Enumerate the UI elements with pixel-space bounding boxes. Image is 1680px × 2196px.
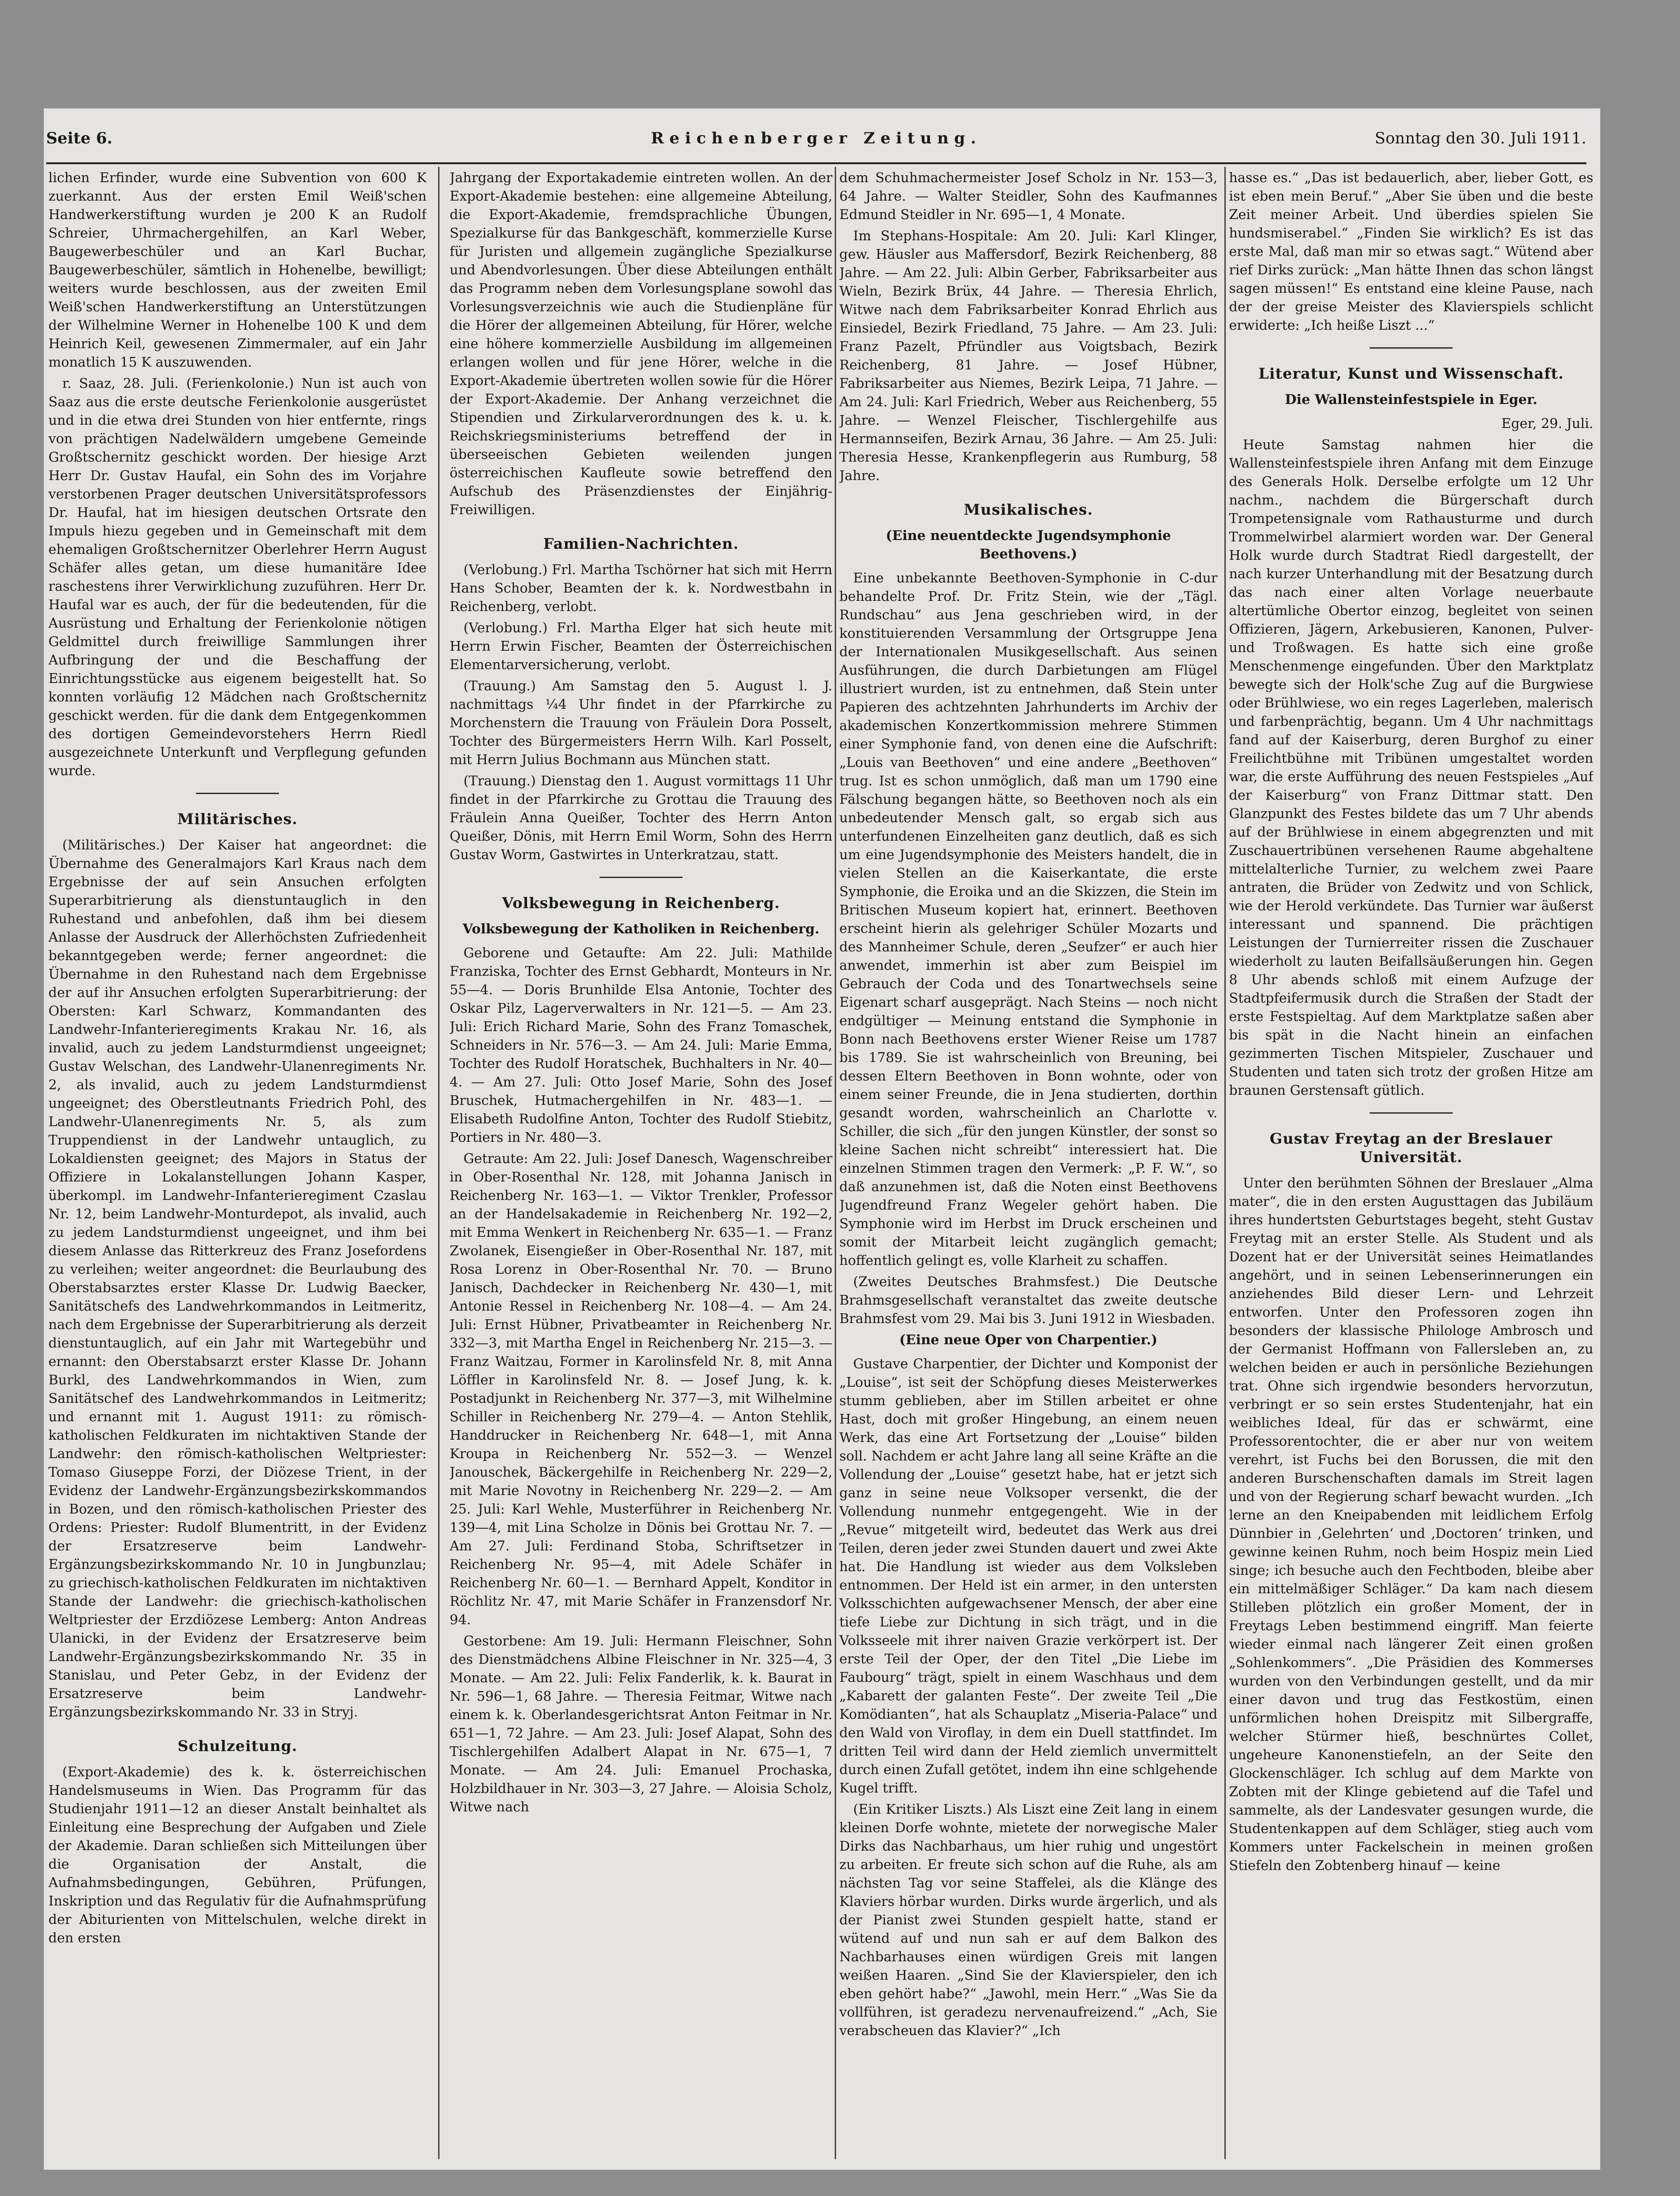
registry-paragraph: dem Schuhmachermeister Josef Scholz in Nr. 153—3, 64 Jahre. — Walter Steidler, Sohn des Kaufmannes Edmund Steidler in Nr. 695—1, 4 Monate. bbox=[839, 170, 1217, 222]
registry-paragraph: Getraute: Am 22. Juli: Josef Danesch, Wagenschreiber in Ober-Rosenthal Nr. 128, mit Johanna Janisch in Reichenberg Nr. 163—1. — Viktor Trenkler, Professor an der Handelsakademie in Reichenberg Nr. 192—2, mit Emma Wenkert in Reichenberg Nr. 635—1. — Franz Zwolanek, Eisengießer in Ober-Rosenthal Nr. 187, mit Rosa Lorenz in Ober-Rosenthal Nr. 70. — Bruno Janisch, Dachdecker in Reichenberg Nr. 430—1, mit Antonie Ressel in Reichenberg Nr. 108—4. — Am 24. Juli: Ernst Hübner, Privatbeamter in Reichenberg Nr. 332—3, mit Martha Engel in Reichenberg Nr. 215—3. — Franz Waitzau, Former in Karolinsfeld Nr. 8, mit Anna Löffler in Karolinsfeld Nr. 8. — Josef Jung, k. k. Postadjunkt in Reichenberg Nr. 377—3, mit Wilhelmine Schiller in Reichenberg Nr. 279—4. — Anton Stehlik, Handdrucker in Reichenberg Nr. 648—1, mit Anna Kroupa in Reichenberg Nr. 552—3. — Wenzel Janouschek, Bäckergehilfe in Reichenberg Nr. 229—2, mit Marie Novotny in Reichenberg Nr. 229—2. — Am 25. Juli: Karl Wehle, Musterführer in Reichenberg Nr. 139—4, mit Lina Scholze in Dönis bei Grottau Nr. 7. — Am 27. Juli: Ferdinand Stoba, Schriftsetzer in Reichenberg Nr. 95—4, mit Adele Schäfer in Reichenberg Nr. 60—1. — Bernhard Appelt, Konditor in Röchlitz Nr. 47, mit Marie Schäfer in Franzensdorf Nr. 94. bbox=[450, 1151, 832, 1627]
section-heading: Schulzeitung. bbox=[178, 1737, 297, 1755]
dateline: Eger, 29. Juli. bbox=[1501, 415, 1593, 431]
article-paragraph: (Ein Kritiker Liszts.) Als Liszt eine Zeit lang in einem kleinen Dorfe wohnte, mietete der norwegische Maler Dirks das Nachbarhaus, um hier ruhig und ungestört zu arbeiten. Er freute sich schon auf die Ruhe, als am nächsten Tag vor seine Staffelei, als die Klänge des Klaviers hörbar wurden. Dirks wurde ärgerlich, und als der Pianist zwei Stunden gespielt hatte, stand er wütend auf und nun sah er auf dem Balkon des Nachbarhauses einen würdigen Greis mit langen weißen Haaren. „Sind Sie der Klavierspieler, den ich eben gehört habe?“ „Jawohl, mein Herr.“ „Was Sie da vollführen, ist geradezu nervenaufreizend.“ „Ach, Sie verabscheuen das Klavier?“ „Ich bbox=[839, 1801, 1217, 2038]
page-header bbox=[46, 129, 1586, 157]
newspaper-title: Reichenberger Zeitung. bbox=[651, 129, 982, 148]
article-paragraph: Heute Samstag nahmen hier die Wallensteinfestspiele ihren Anfang mit dem Einzuge des Generals Holk. Derselbe erfolgte um 12 Uhr nachm., nachdem die Bürgerschaft durch Trompetensignale vom Rathausturme und durch Trommelwirbel alarmiert worden war. Der General Holk wurde durch Stadtrat Riedl dargestellt, der nach kurzer Unterhandlung mit der Besatzung durch das nach einer alten Vorlage neuerbaute altertümliche Obertor einzog, begleitet von seinen Offizieren, Jägern, Arkebusieren, Kanonen, Pulver- und Troßwagen. Es hatte sich eine große Menschenmenge eingefunden. Über den Marktplatz bewegte sich der Holk'sche Zug auf die Burgwiese oder Brühlwiese, wo ein reges Lagerleben, malerisch und farbenprächtig, begann. Um 4 Uhr nachmittags fand auf der Kaiserburg, deren Burghof zu einer Freilichtbühne mit Tribünen umgestaltet worden war, die erste Aufführung des neuen Festspieles „Auf der Kaiserburg“ von Franz Dittmar statt. Den Glanzpunkt des Festes bildete das um 7 Uhr abends auf der Brühlwiese in einem abgegrenzten und mit Zuschauertribünen versehenen Raume abgehaltene mittelalterliche Turnier, zu welchem zwei Paare antraten, die Brüder von Zedwitz und von Schlick, wie der Herold verkündete. Das Turnier war äußerst interessant und spannend. Die prächtigen Leistungen der Turnierreiter rissen die Zuschauer wiederholt zu lauten Beifallsäußerungen hin. Gegen 8 Uhr abends schloß mit einem Aufzuge der Stadtpfeifermusik durch die Straßen der Stadt der erste Festspieltag. Auf dem Marktplatze saßen aber bis spät in die Nacht hinein an einfachen gezimmerten Tischen Mitspieler, Zuschauer und Studenten und taten sich trotz der großen Hitze am braunen Gerstensaft gütlich. bbox=[1229, 437, 1593, 1098]
section-subheading: Volksbewegung der Katholiken in Reichenberg. bbox=[463, 921, 819, 937]
registry-paragraph: Im Stephans-Hospitale: Am 20. Juli: Karl Klinger, gew. Häusler aus Maffersdorf, Bezirk Reichenberg, 88 Jahre. — Am 22. Juli: Albin Gerber, Fabriksarbeiter aus Wieln, Bezirk Brüx, 44 Jahre. — Theresia Ehrlich, Witwe nach dem Fabriksarbeiter Konrad Ehrlich aus Einsiedel, Bezirk Friedland, 75 Jahre. — Am 23. Juli: Franz Pazelt, Pfründler aus Voigtsbach, Bezirk Reichenberg, 81 Jahre. — Josef Hübner, Fabriksarbeiter aus Niemes, Bezirk Leipa, 71 Jahre. — Am 24. Juli: Karl Friedrich, Weber aus Reichenberg, 55 Jahre. — Wenzel Fleischer, Tischlergehilfe aus Hermannseifen, Bezirk Arnau, 36 Jahre. — Am 25. Juli: Theresia Hesse, Krankenpflegerin aus Rumburg, 58 Jahre. bbox=[839, 228, 1217, 483]
column-2 bbox=[450, 168, 832, 2151]
section-heading: Militärisches. bbox=[177, 810, 298, 828]
registry-paragraph: Gestorbene: Am 19. Juli: Hermann Fleischner, Sohn des Dienstmädchens Albine Fleischner in Nr. 325—4, 3 Monate. — Am 22. Juli: Felix Fanderlik, k. k. Baurat in Nr. 596—1, 68 Jahre. — Theresia Feitmar, Witwe nach einem k. k. Oberlandesgerichtsrat Anton Feitmar in Nr. 651—1, 72 Jahre. — Am 23. Juli: Josef Alapat, Sohn des Tischlergehilfen Adalbert Alapat in Nr. 675—1, 7 Monate. — Am 24. Juli: Emanuel Prochaska, Holzbildhauer in Nr. 303—3, 27 Jahre. — Aloisia Scholz, Witwe nach bbox=[450, 1633, 832, 1815]
article-paragraph: lichen Erfinder, wurde eine Subvention von 600 K zuerkannt. Aus der ersten Emil Weiß'schen Handwerkerstiftung wurden je 200 K an Rudolf Schreier, Uhrmachergehilfen, an Karl Weber, Baugewerbeschüler und an Karl Buchar, Baugewerbeschüler, sämtlich in Hohenelbe, bewilligt; weiters wurde beschlossen, aus der zweiten Emil Weiß'schen Handwerkerstiftung an Unterstützungen der Wilhelmine Werner in Hohenelbe 100 K und dem Heinrich Keil, gewesenen Zimmermaler, auf ein Jahr monatlich 15 K auszuwenden. bbox=[48, 170, 427, 370]
column-4 bbox=[1229, 168, 1593, 2151]
section-heading: Familien-Nachrichten. bbox=[543, 535, 739, 552]
registry-paragraph: Geborene und Getaufte: Am 22. Juli: Mathilde Franziska, Tochter des Ernst Gebhardt, Monteurs in Nr. 55—4. — Doris Brunhilde Elsa Antonie, Tochter des Oskar Pilz, Lagerverwalters in Nr. 121—5. — Am 23. Juli: Erich Richard Marie, Sohn des Franz Tomaschek, Schneiders in Nr. 576—3. — Am 24. Juli: Marie Emma, Tochter des Rudolf Horatschek, Buchhalters in Nr. 40—4. — Am 27. Juli: Otto Josef Marie, Sohn des Josef Bruschek, Hutmachergehilfen in Nr. 483—1. — Elisabeth Rudolfine Anton, Tochter des Rudolf Stiebitz, Portiers in Nr. 480—3. bbox=[450, 945, 832, 1145]
header-rule bbox=[46, 162, 1586, 164]
section-heading: Gustav Freytag an der Breslauer Universität. bbox=[1270, 1130, 1553, 1166]
section-divider bbox=[196, 793, 279, 794]
announcement-paragraph: (Verlobung.) Frl. Martha Tschörner hat sich mit Herrn Hans Schober, Beamten der k. k. Nordwestbahn in Reichenberg, verlobt. bbox=[450, 562, 832, 614]
section-divider bbox=[1370, 1112, 1453, 1114]
announcement-paragraph: (Verlobung.) Frl. Martha Elger hat sich heute mit Herrn Erwin Fischer, Beamten der Österreichischen Elementarversicherung, verlobt. bbox=[450, 620, 832, 672]
section-divider bbox=[1370, 347, 1453, 349]
article-paragraph: Eine unbekannte Beethoven-Symphonie in C-dur behandelte Prof. Dr. Fritz Stein, wie der „Tägl. Rundschau“ aus Jena geschrieben wird, in der konstituierenden Versammlung der Ortsgruppe Jena der Internationalen Musikgesellschaft. Aus seinen Ausführungen, die durch Darbietungen am Flügel illustriert wurden, ist zu entnehmen, daß Stein unter Papieren des achtzehnten Jahrhunderts im Archiv der akademischen Konzertkommission mehrere Stimmen einer Symphonie fand, von denen eine die Aufschrift: „Louis van Beethoven“ und eine andere „Beethoven“ trug. Ist es schon unmöglich, daß man um 1790 eine Fälschung begangen hätte, so Beethoven noch als ein unbedeutender Mensch galt, so ergab sich aus unterfundenen Einzelheiten ganz deutlich, daß es sich um eine Jugendsymphonie des Meisters handelt, die in vielen Stellen an die Kaiserkantate, die erste Symphonie, die Eroika und an die Skizzen, die Stein im Britischen Museum kopiert hat, erinnert. Beethoven erscheint hierin als gelehriger Schüler Mozarts und des Mannheimer Schule, deren „Seufzer“ er auch hier anwendet, immerhin ist aber zum Beispiel im Gebrauch der Coda und des Tonartwechsels seine Eigenart scharf ausgeprägt. Nach Steins — noch nicht endgültiger — Meinung entstand die Symphonie in Bonn nach Beethovens erster Wiener Reise um 1787 bis 1789. Sie ist wahrscheinlich von Breuning, bei dessen Eltern Beethoven in Bonn wohnte, oder von einem seiner Freunde, die in Jena studierten, dorthin gesandt worden, wahrscheinlich an Charlotte v. Schiller, die sich „für den jungen Künstler, der sonst so kleine Sachen nicht schreibt“ interessiert hat. Die einzelnen Stimmen tragen den Vermerk: „P. F. W.“, so daß anzunehmen ist, daß die Noten einst Beethovens Jugendfreund Franz Wegeler gehört haben. Die Symphonie wird im Herbst im Druck erscheinen und somit der Mitarbeit leicht zugänglich gemacht; hoffentlich gelingt es, volle Klarheit zu schaffen. bbox=[839, 570, 1217, 1268]
article-paragraph: Unter den berühmten Söhnen der Breslauer „Alma mater“, die in den ersten Augusttagen das Jubiläum ihres hundertsten Geburtstages begeht, steht Gustav Freytag mit an erster Stelle. Als Student und als Dozent hat er der Universität seines Heimatlandes angehört, und in seinen Lebenserinnerungen ein anziehendes Bild dieser Lern- und Lehrzeit entworfen. Unter den Professoren zogen ihn besonders der klassische Philologe Ambrosch und der Germanist Hoffmann von Fallersleben an, zu welchen beiden er auch in persönliche Beziehungen trat. Ohne sich irgendwie besonders hervorzutun, verbringt er so sein erstes Studentenjahr, hat ein weibliches Ideal, für das er schwärmt, eine Professorentochter, die er aber nur von weitem verehrt, ist Fuchs bei den Borussen, die mit den anderen Burschenschaften damals im Streit lagen und von der Regierung scharf bewacht wurden. „Ich lerne an den Kneipabenden mit leidlichem Erfolg Dünnbier in ‚Gelehrten‘ und ‚Doctoren‘ trinken, und gewinne keinen Ruhm, noch beim Hospiz mein Lied singe; ich besuche auch den Fechtboden, bleibe aber ein mittelmäßiger Schläger.“ Da kam nach diesem Stilleben plötzlich ein großer Moment, der in Freytags Leben bestimmend eingriff. Man feierte wieder einmal nach längerer Zeit einen großen „Sohlenkommers“. „Die Präsidien des Kommerses wurden von den Verbindungen gestellt, und da mir einer davon und trug das Festkostüm, einen unförmlichen hohen Dreispitz mit Silbergraffe, welcher Stürmer hieß, beschnürtes Collet, ungeheure Kanonenstiefeln, an der Seite den Glockenschläger. Ich schlug auf dem Markte von Zobten mit der Klinge gebietend auf die Tafel und sammelte, als der Landesvater gesungen wurde, die Studentenkappen auf dem Schläger, stieg auch vom Kommers unter Fackelschein in meinen großen Stiefeln den Zobtenberg hinauf — keine bbox=[1229, 1175, 1593, 1873]
section-heading: Literatur, Kunst und Wissenschaft. bbox=[1258, 365, 1564, 382]
column-divider bbox=[1224, 167, 1226, 2159]
article-paragraph: (Zweites Deutsches Brahmsfest.) Die Deutsche Brahmsgesellschaft veranstaltet das zweite deutsche Brahmsfest vom 29. Mai bis 3. Juni 1912 in Wiesbaden. bbox=[839, 1274, 1217, 1326]
column-divider bbox=[835, 167, 836, 2159]
section-subheading: Die Wallensteinfestspiele in Eger. bbox=[1285, 392, 1538, 407]
section-heading: Volksbewegung in Reichenberg. bbox=[502, 894, 780, 912]
article-paragraph: r. Saaz, 28. Juli. (Ferienkolonie.) Nun ist auch von Saaz aus die erste deutsche Ferienkolonie ausgerüstet und in die etwa drei Stunden von hier entfernte, rings von prächtigen Nadelwäldern umgebene Gemeinde Großtschernitz geschickt worden. Der hiesige Arzt Herr Dr. Gustav Haufal, ein Sohn des im Vorjahre verstorbenen Prager deutschen Universitätsprofessors Dr. Haufal, hat im hiesigen deutschen Ortsrate den Impuls hiezu gegeben und in Gemeinschaft mit dem ehemaligen Großtschernitzer Oberlehrer Herrn August Schäfer alles getan, um diese humanitäre Idee raschestens ihrer Verwirklichung zuzuführen. Herr Dr. Haufal war es auch, der für die bedeutenden, für die Ausrüstung und Erhaltung der Ferienkolonie nötigen Geldmittel durch freiwillige Sammlungen ihrer Aufbringung der und die Beschaffung der Einrichtungsstücke aus eigenem beigestellt hat. So konnten vorläufig 12 Mädchen nach Großtschernitz geschickt werden. für die dank dem Entgegenkommen des dortigen Gemeindevorstehers Herrn Riedl ausgezeichnete Unterkunft und Verpflegung gefunden wurde. bbox=[48, 375, 427, 778]
column-3 bbox=[839, 168, 1217, 2151]
article-paragraph: Gustave Charpentier, der Dichter und Komponist der „Louise“, ist seit der Schöpfung dieses Meisterwerkes stumm geblieben, aber im Stillen arbeitet er ohne Hast, doch mit großer Hingebung, an einem neuen Werk, das eine Art Fortsetzung der „Louise“ bilden soll. Nachdem er acht Jahre lang all seine Kräfte an die Vollendung der „Louise“ gesetzt habe, hat er jetzt sich ganz in seine neue Volksoper versenkt, die der Vollendung nunmehr entgegengeht. Wie in der „Revue“ mitgeteilt wird, bedeutet das Werk aus drei Teilen, deren jeder zwei Stunden dauert und zwei Akte hat. Die Handlung ist wieder aus dem Volksleben entnommen. Der Held ist ein armer, in den untersten Volksschichten aufgewachsener Mensch, der aber eine tiefe Liebe zur Dichtung in sich trägt, und in die Volksseele mit ihrer naiven Grazie verkörpert ist. Der erste Teil der Oper, der den Titel „Die Liebe im Faubourg“ trägt, spielt in einem Waschhaus und dem „Kabarett der galanten Feste“. Der zweite Teil „Die Komödianten“, hat als Schauplatz „Miseria-Palace“ und den Wald von Viroflay, in dem ein Duell stattfindet. Im dritten Teil wird dann der Held ziemlich unvermittelt durch einen Zufall getötet, indem ihn eine schlgehende Kugel trifft. bbox=[839, 1356, 1217, 1796]
column-1 bbox=[48, 168, 427, 2151]
section-subheading: (Eine neue Oper von Charpentier.) bbox=[899, 1332, 1158, 1347]
announcement-paragraph: (Trauung.) Am Samstag den 5. August l. J. nachmittags ¼4 Uhr findet in der Pfarrkirche zu Morchenstern die Trauung von Fräulein Dora Posselt, Tochter des Bürgermeisters Herrn Wilh. Karl Posselt, mit Herrn Julius Bochmann aus München statt. bbox=[450, 678, 832, 767]
column-divider bbox=[438, 167, 439, 2159]
section-subheading: (Eine neuentdeckte Jugendsymphonie Beethovens.) bbox=[885, 528, 1171, 562]
page-number: Seite 6. bbox=[46, 129, 113, 148]
article-paragraph: (Militärisches.) Der Kaiser hat angeordnet: die Übernahme des Generalmajors Karl Kraus nach dem Ergebnisse der auf sein Ansuchen erfolgten Superarbitrierung als dienstuntauglich in den Ruhestand und anbefohlen, daß ihm bei diesem Anlasse der Ausdruck der Allerhöchsten Zufriedenheit bekanntgegeben werde; ferner angeordnet: die Übernahme in den Ruhestand nach dem Ergebnisse der auf ihr Ansuchen erfolgten Superarbitrierung: der Obersten: Karl Schwarz, Kommandanten des Landwehr-Infanterieregiments Krakau Nr. 16, als invalid, auch zu jedem Landsturmdienst ungeeignet; Gustav Welschan, des Landwehr-Ulanenregiments Nr. 2, als invalid, auch zu jedem Landsturmdienst ungeeignet; des Oberstleutnants Friedrich Pohl, des Landwehr-Ulanenregiments Nr. 5, als zum Truppendienst in der Landwehr untauglich, zu Lokaldiensten geeignet; des Majors in Status der Offiziere in Lokalanstellungen Johann Kasper, überkompl. im Landwehr-Infanterieregiment Czaslau Nr. 12, beim Landwehr-Monturdepot, als invalid, auch zu jedem Landsturmdienst ungeeignet, und ihm bei diesem Anlasse das Ritterkreuz des Franz Josefordens zu verleihen; weiter angeordnet: die Beurlaubung des Oberstabsarztes erster Klasse Dr. Ludwig Baecker, Sanitätschefs des Landwehrkommandos in Leitmeritz, nach dem Ergebnisse der Superarbitrierung als derzeit dienstuntauglich, auf ein Jahr mit Wartegebühr und ernannt: den Oberstabsarzt erster Klasse Dr. Johann Burkl, des Landwehrkommandos in Wien, zum Sanitätschef des Landwehrkommandos in Leitmeritz; und ernannt mit 1. August 1911: zu römisch-katholischen Feldkuraten im nichtaktiven Stande der Landwehr: den römisch-katholischen Weltpriester: Tomaso Giuseppe Forzi, der Diözese Trient, in der Evidenz der Landwehr-Ergänzungsbezirkskommandos in Bozen, und den römisch-katholischen Priester des Ordens: Priester: Rudolf Blumentritt, in der Evidenz der Ersatzreserve beim Landwehr-Ergänzungsbezirkskommando Nr. 10 in Jungbunzlau; zu griechisch-katholischen Feldkuraten im nichtaktiven Stande der Landwehr: die griechisch-katholischen Weltpriester der Erzdiözese Lemberg: Anton Andreas Ulanicki, in der Evidenz der Ersatzreserve beim Landwehr-Ergänzungsbezirkskommando Nr. 35 in Stanislau, und Peter Gebz, in der Evidenz der Ersatzreserve beim Landwehr-Ergänzungsbezirkskommando Nr. 33 in Stryj. bbox=[48, 837, 427, 1720]
section-divider bbox=[600, 877, 683, 878]
article-paragraph: (Export-Akademie) des k. k. österreichischen Handelsmuseums in Wien. Das Programm für das Studienjahr 1911—12 an dieser Anstalt beinhaltet als Einleitung eine Besprechung der Aufgaben und Ziele der Akademie. Daran schließen sich Mitteilungen über die Organisation der Anstalt, die Aufnahmsbedingungen, Gebühren, Prüfungen, Inskription und das Regulativ für die Aufnahmsprüfung der Abiturienten von Mittelschulen, welche direkt in den ersten bbox=[48, 1764, 427, 1946]
article-paragraph: Jahrgang der Exportakademie eintreten wollen. An der Export-Akademie bestehen: eine allgemeine Abteilung, die Export-Akademie, fremdsprachliche Übungen, Spezialkurse für das Bankgeschäft, kommerzielle Kurse für Juristen und allgemein zugängliche Spezialkurse und Abendvorlesungen. Über diese Abteilungen enthält das Programm neben dem Vorlesungsplane sowohl das Vorlesungsverzeichnis wie auch die Studienpläne für die Hörer der allgemeinen Abteilung, für Hörer, welche eine höhere kommerzielle Ausbildung im allgemeinen erlangen wollen und für jene Hörer, welche in die Export-Akademie übertreten wollen sowie für die Hörer der Export-Akademie. Der Anhang verzeichnet die Stipendien und Zirkularverordnungen des k. u. k. Reichskriegsministeriums betreffend der in überseeischen Gebieten weilenden jungen österreichischen Kaufleute sowie betreffend den Aufschub des Präsenzdienstes der Einjährig-Freiwilligen. bbox=[450, 170, 832, 517]
announcement-paragraph: (Trauung.) Dienstag den 1. August vormittags 11 Uhr findet in der Pfarrkirche zu Grottau die Trauung des Fräulein Anna Queißer, Tochter des Herrn Anton Queißer, Dönis, mit Herrn Emil Worm, Sohn des Herrn Gustav Worm, Gastwirtes in Unterkratzau, statt. bbox=[450, 773, 832, 862]
article-paragraph: hasse es.“ „Das ist bedauerlich, aber, lieber Gott, es ist eben mein Beruf.“ „Aber Sie üben und die beste Zeit meiner Arbeit. Und überdies spielen Sie hundsmiserabel.“ „Finden Sie wirklich? Es ist das erste Mal, daß man mir so etwas sagt.“ Wütend aber rief Dirks zurück: „Man hätte Ihnen das schon längst sagen müssen!“ Es entstand eine kleine Pause, nach der der greise Meister des Klavierspiels schlicht erwiderte: „Ich heiße Liszt ...“ bbox=[1229, 170, 1593, 333]
section-heading: Musikalisches. bbox=[963, 501, 1093, 518]
issue-date: Sonntag den 30. Juli 1911. bbox=[1375, 129, 1586, 148]
